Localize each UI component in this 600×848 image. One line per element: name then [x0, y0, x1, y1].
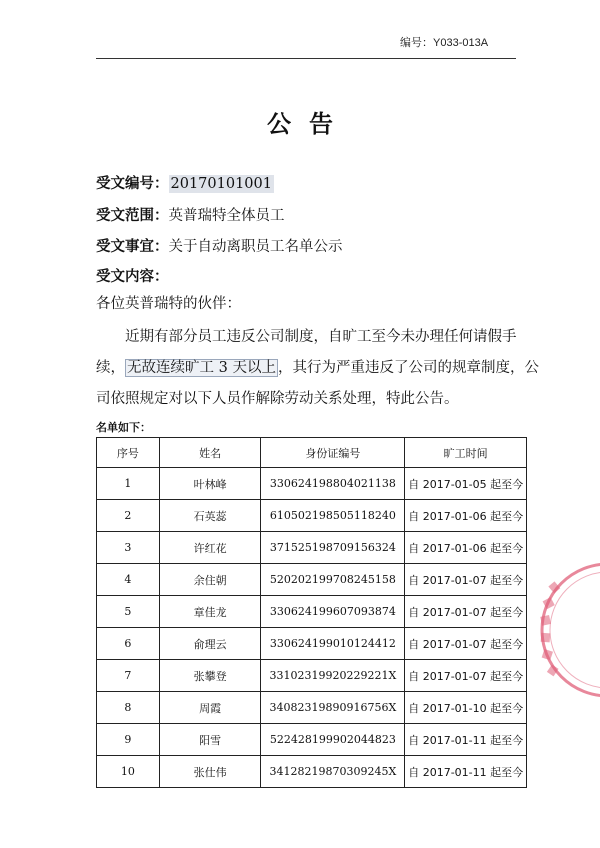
table-row — [97, 468, 527, 500]
table-row — [97, 500, 527, 532]
cell-name: 俞理云 — [159, 628, 261, 660]
document-number: 编号：Y033-013A — [400, 37, 489, 49]
body-line-2-end: ，其行为严重违反了公司的规章制度，公 — [277, 360, 539, 376]
field-value: 20170101001 — [170, 176, 272, 192]
table-row — [97, 564, 527, 596]
seal-graphic — [530, 555, 600, 705]
table-header-row — [97, 438, 527, 468]
field-content — [96, 265, 169, 286]
cell-name: 阳雪 — [159, 724, 261, 756]
cell-id: 520202199708245158 — [261, 564, 405, 596]
body-line-1: 近期有部分员工违反公司制度，自旷工至今未办理任何请假手 — [125, 329, 517, 345]
cell-index: 2 — [97, 500, 160, 532]
cell-date: 自 2017-01-07 起至今 — [405, 596, 527, 628]
cell-id: 330624199010124412 — [261, 628, 405, 660]
cell-date: 自 2017-01-05 起至今 — [405, 468, 527, 500]
page-title: 公告 — [267, 110, 351, 138]
cell-index: 1 — [97, 468, 160, 500]
cell-date: 自 2017-01-06 起至今 — [405, 500, 527, 532]
cell-name: 张攀登 — [159, 660, 261, 692]
list-label: 名单如下： — [96, 421, 151, 434]
cell-id: 33102319920229221X — [261, 660, 405, 692]
field-reference-number — [96, 172, 274, 193]
cell-index: 4 — [97, 564, 160, 596]
greeting: 各位英普瑞特的伙伴： — [96, 296, 241, 312]
table-row — [97, 756, 527, 788]
cell-name: 叶林峰 — [159, 468, 261, 500]
header-absence-time: 旷工时间 — [405, 438, 527, 468]
table-row — [97, 628, 527, 660]
red-seal-icon — [530, 555, 600, 705]
cell-index: 9 — [97, 724, 160, 756]
cell-id: 330624199607093874 — [261, 596, 405, 628]
field-label: 受文内容： — [96, 269, 169, 285]
table-row — [97, 692, 527, 724]
field-value: 关于自动离职员工名单公示 — [168, 239, 343, 255]
cell-index: 3 — [97, 532, 160, 564]
cell-date: 自 2017-01-07 起至今 — [405, 628, 527, 660]
cell-name: 石英蕊 — [159, 500, 261, 532]
field-subject — [96, 235, 343, 256]
cell-id: 522428199902044823 — [261, 724, 405, 756]
cell-id: 371525198709156324 — [261, 532, 405, 564]
cell-name: 余住朝 — [159, 564, 261, 596]
body-line-2 — [96, 353, 539, 384]
body-line-2-start: 续， — [96, 360, 125, 376]
cell-name: 章佳龙 — [159, 596, 261, 628]
cell-index: 8 — [97, 692, 160, 724]
table-row — [97, 532, 527, 564]
cell-index: 7 — [97, 660, 160, 692]
header-index: 序号 — [97, 438, 160, 468]
table-row — [97, 596, 527, 628]
cell-date: 自 2017-01-11 起至今 — [405, 724, 527, 756]
header-id-number: 身份证编号 — [261, 438, 405, 468]
header-name: 姓名 — [159, 438, 261, 468]
cell-date: 自 2017-01-07 起至今 — [405, 660, 527, 692]
cell-id: 34082319890916756X — [261, 692, 405, 724]
field-label: 受文范围： — [96, 208, 169, 224]
field-label: 受文编号： — [96, 176, 169, 192]
body-paragraph — [96, 322, 539, 415]
header-rule — [96, 58, 516, 59]
cell-date: 自 2017-01-06 起至今 — [405, 532, 527, 564]
cell-date: 自 2017-01-10 起至今 — [405, 692, 527, 724]
cell-index: 5 — [97, 596, 160, 628]
cell-name: 周霞 — [159, 692, 261, 724]
cell-index: 6 — [97, 628, 160, 660]
cell-date: 自 2017-01-11 起至今 — [405, 756, 527, 788]
cell-name: 张仕伟 — [159, 756, 261, 788]
field-value: 英普瑞特全体员工 — [168, 208, 285, 224]
field-label: 受文事宜： — [96, 239, 169, 255]
cell-id: 610502198505118240 — [261, 500, 405, 532]
cell-index: 10 — [97, 756, 160, 788]
body-line-3: 司依照规定对以下人员作解除劳动关系处理，特此公告。 — [96, 391, 459, 407]
cell-date: 自 2017-01-07 起至今 — [405, 564, 527, 596]
highlighted-phrase: 无故连续旷工 3 天以上 — [127, 360, 276, 376]
field-scope — [96, 204, 285, 225]
cell-id: 330624198804021138 — [261, 468, 405, 500]
table-row — [97, 724, 527, 756]
cell-id: 34128219870309245X — [261, 756, 405, 788]
cell-name: 许红花 — [159, 532, 261, 564]
employee-table — [96, 437, 527, 788]
table-row — [97, 660, 527, 692]
